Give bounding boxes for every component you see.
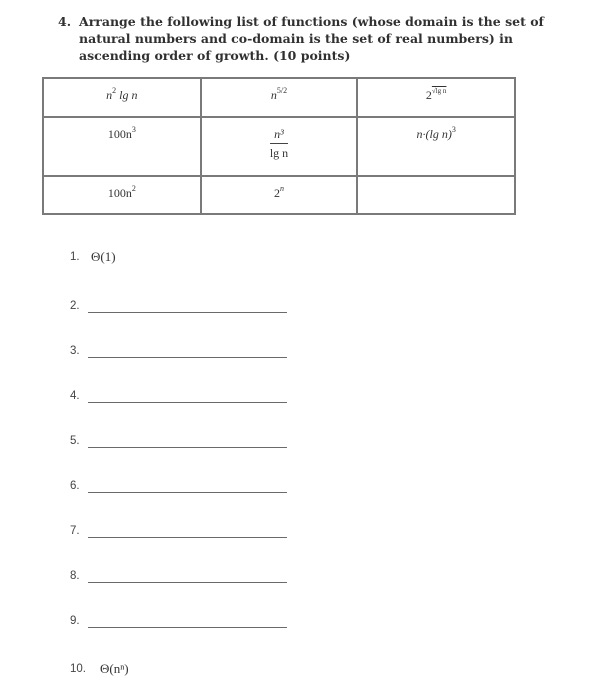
answer-blank[interactable]	[88, 357, 287, 358]
item-number: 2.	[70, 300, 80, 312]
cell-exponent: n	[279, 184, 284, 193]
item-number: 1.	[70, 251, 80, 263]
cell-base: n	[106, 88, 113, 102]
answer-blank[interactable]	[88, 582, 287, 583]
item-number: 10.	[70, 663, 86, 675]
cell-exponent: √lg n	[431, 87, 447, 95]
cell-exponent: 2	[112, 86, 117, 95]
item-number: 4.	[70, 390, 80, 402]
cell-exponent: 5/2	[276, 86, 288, 95]
item-number: 6.	[70, 480, 80, 492]
cell-base: 100n	[107, 186, 132, 200]
cell-base: n	[270, 88, 277, 102]
item-number: 8.	[70, 570, 80, 582]
fraction-denominator: lg n	[269, 146, 289, 160]
cell-exponent: 3	[451, 125, 456, 134]
question-number: 4.	[58, 14, 72, 29]
item-value: Θ(1)	[91, 249, 116, 264]
cell-base: 2	[425, 88, 432, 102]
item-number: 5.	[70, 435, 80, 447]
item-number: 7.	[70, 525, 80, 537]
answer-blank[interactable]	[88, 402, 287, 403]
cell-base: 100n	[107, 127, 132, 141]
answer-blank[interactable]	[88, 492, 287, 493]
cell-base: 2	[273, 186, 280, 200]
answer-blank[interactable]	[88, 312, 287, 313]
item-value: Θ(nⁿ)	[100, 661, 129, 676]
cell-base: n·(lg n)	[416, 127, 452, 141]
cell-exponent: 2	[131, 184, 136, 193]
question-text: Arrange the following list of functions (whose domain is the set of natural numbers and co-domain is the set of real numbers) in ascending order of growth. (10 points)	[79, 14, 544, 63]
answer-blank[interactable]	[88, 447, 287, 448]
item-number: 3.	[70, 345, 80, 357]
answer-blank[interactable]	[88, 627, 287, 628]
cell-rest: lg n	[116, 88, 138, 102]
answer-blank[interactable]	[88, 537, 287, 538]
item-number: 9.	[70, 615, 80, 627]
fraction-numerator: n³	[270, 127, 288, 144]
cell-exponent: 3	[131, 125, 136, 134]
